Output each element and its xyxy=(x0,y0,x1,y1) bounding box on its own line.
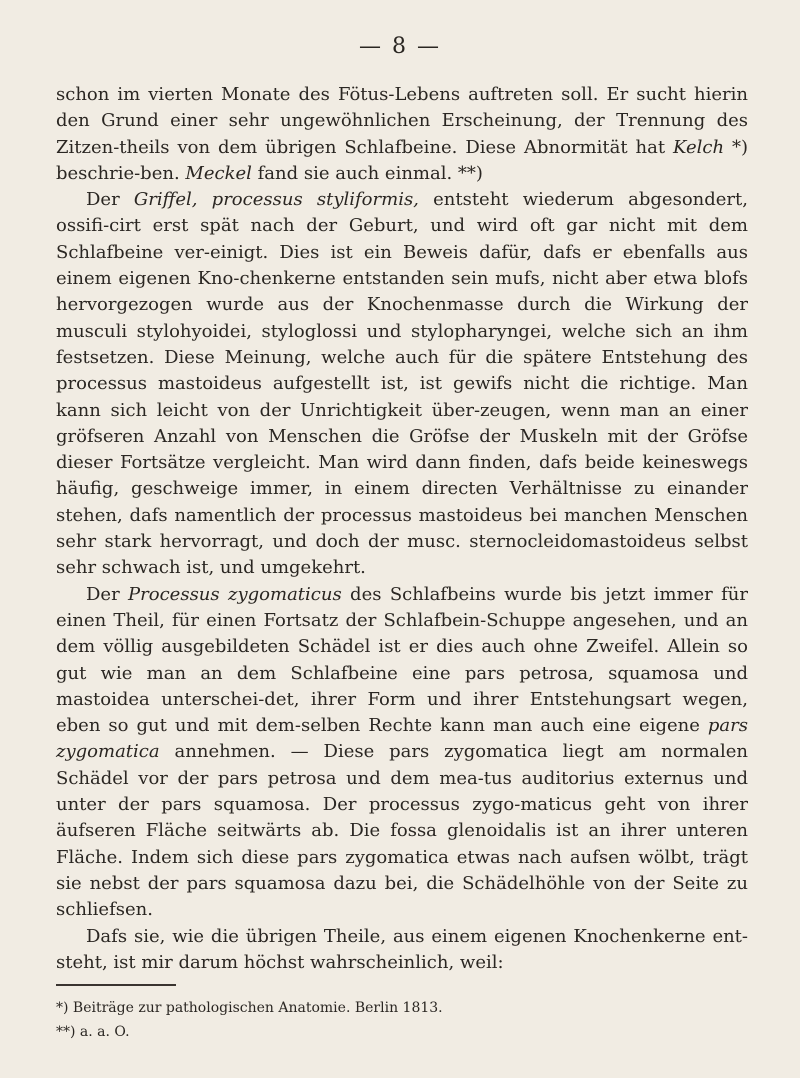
text-run: Dafs sie, wie die übrigen Theile, aus einem eigenen Knochenkerne ent-steht, ist mir darum höchst wahrscheinlich, weil: xyxy=(56,925,748,973)
text-run: des Schlafbeins wurde bis jetzt immer für einen Theil, für einen Fortsatz der Schlafbein-Schuppe angesehen, und an dem völlig ausgebildeten Schädel ist er dies auch ohne Zweifel. Allein so gut wie man an dem Schlafbeine eine pars petrosa, squamosa und mastoidea unterschei-det, ihrer Form und ihrer Entstehungsart wegen, eben so gut und mit dem-selben Rechte kann man auch eine eigene xyxy=(56,583,748,737)
text-run: Der xyxy=(86,189,134,211)
italic-term: Meckel xyxy=(185,162,252,184)
footnote-1: *) Beiträge zur pathologischen Anatomie. Berlin 1813. xyxy=(56,1000,443,1016)
paragraph xyxy=(56,187,748,581)
paragraph xyxy=(56,582,748,924)
footnote-2: **) a. a. O. xyxy=(56,1024,130,1040)
footnotes xyxy=(56,996,748,1044)
paragraph xyxy=(56,924,748,977)
text-run: schon im vierten Monate des Fötus-Lebens auftreten soll. Er sucht hierin den Grund einer sehr ungewöhnlichen Erscheinung, der Trennung des Zitzen-theils von dem übrigen Schlafbeine. Diese Abnormität hat xyxy=(56,84,748,158)
text-run: *) beschrie-ben. xyxy=(56,136,748,184)
italic-term: Processus zygomaticus xyxy=(128,583,342,605)
italic-term: Kelch xyxy=(672,136,725,158)
italic-term: Griffel, processus styliformis, xyxy=(133,189,419,211)
page-number: — 8 — xyxy=(359,34,441,59)
text-run: annehmen. — Diese pars zygomatica liegt am normalen Schädel vor der pars petrosa und dem mea-tus auditorius externus und unter der pars squamosa. Der processus zygo-maticus geht von ihrer äufseren Fläche seitwärts ab. Die fossa glenoidalis ist an ihrer unteren Fläche. Indem sich diese pars zygomatica etwas nach aufsen wölbt, trägt sie nebst der pars squamosa dazu bei, die Schädelhöhle von der Seite zu schliefsen. xyxy=(56,741,748,921)
footnote-rule xyxy=(56,984,176,986)
body-text xyxy=(56,82,748,976)
text-run: fand sie auch einmal. **) xyxy=(251,162,483,184)
italic-term: pars zygomatica xyxy=(56,715,748,763)
text-run: entsteht wiederum abgesondert, ossifi-cirt erst spät nach der Geburt, und wird oft gar nicht mit dem Schlafbeine ver-einigt. Dies ist ein Beweis dafür, dafs er ebenfalls aus einem eigenen Kno-chenkerne entstanden sein mufs, nicht aber etwa blofs hervorgezogen wurde aus der Knochenmasse durch die Wirkung der musculi stylohyoidei, styloglossi und stylopharyngei, welche sich an ihm festsetzen. Diese Meinung, welche auch für die spätere Entstehung des processus mastoideus aufgestellt ist, ist gewifs nicht die richtige. Man kann sich leicht von der Unrichtigkeit über-zeugen, wenn man an einer gröfseren Anzahl von Menschen die Gröfse der Muskeln mit der Gröfse dieser Fortsätze vergleicht. Man wird dann finden, dafs beide keineswegs häufig, geschweige immer, in einem directen Verhältnisse zu einander stehen, dafs namentlich der processus mastoideus bei manchen Menschen sehr stark hervorragt, und doch der musc. sternocleidomastoideus selbst sehr schwach ist, und umgekehrt. xyxy=(56,189,748,579)
paragraph xyxy=(56,82,748,187)
text-run: Der xyxy=(86,583,129,605)
